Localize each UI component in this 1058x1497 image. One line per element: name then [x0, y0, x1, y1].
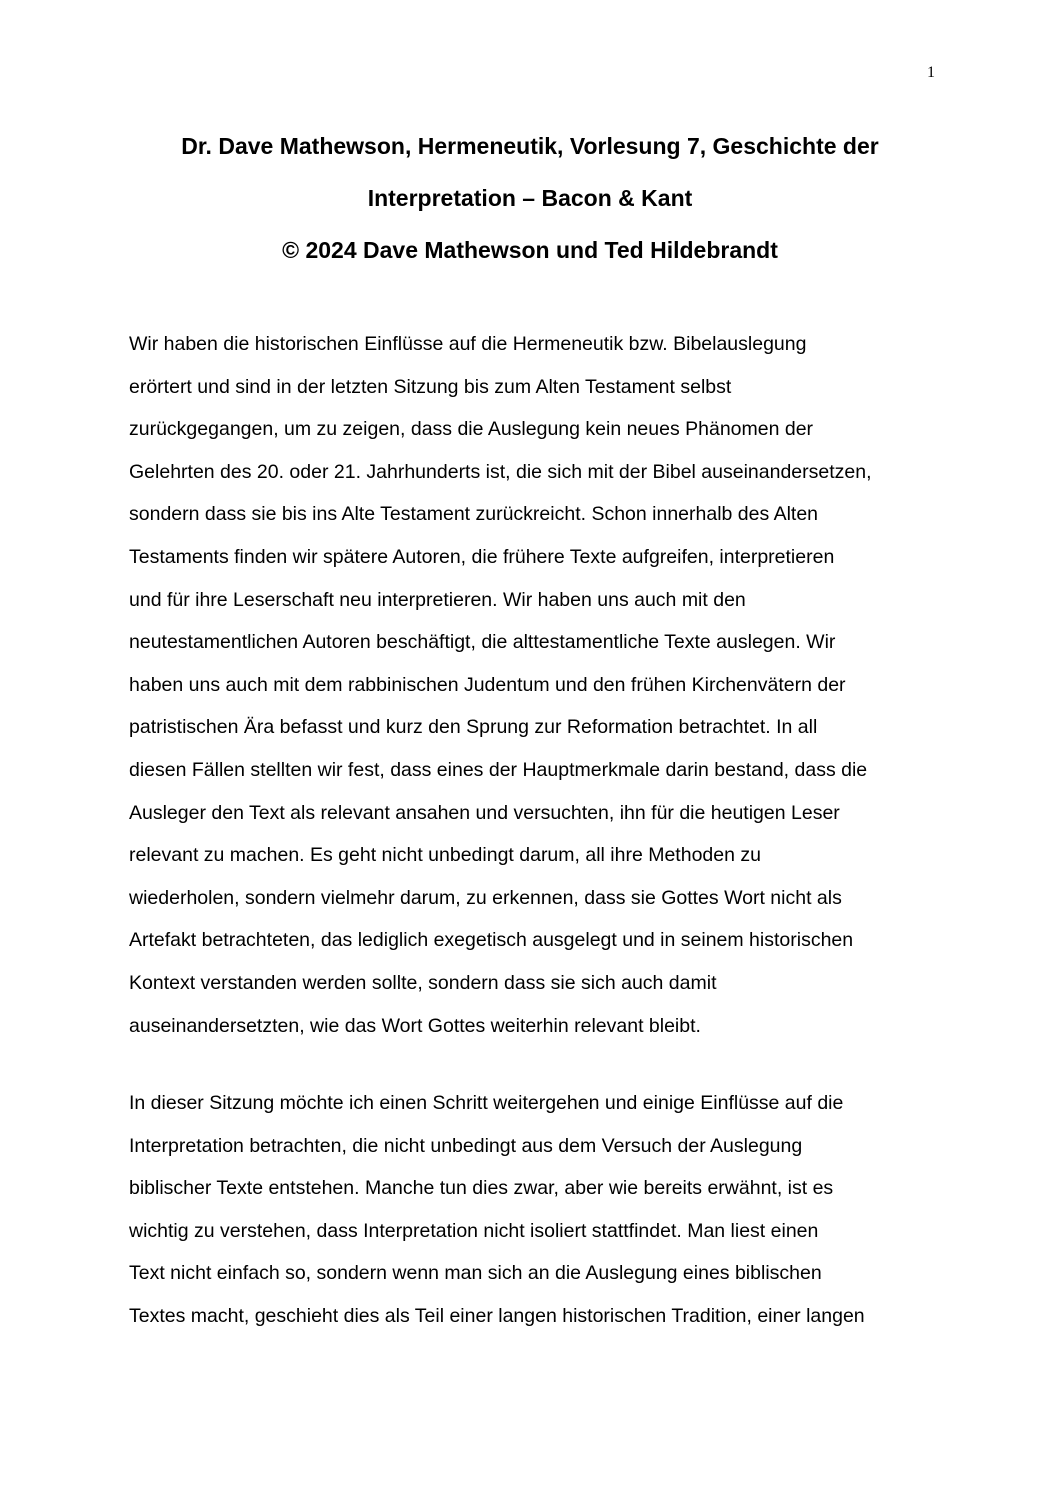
paragraph-line: patristischen Ära befasst und kurz den Sprung zur Reformation betrachtet. In all [129, 716, 818, 739]
paragraph-line: zurückgegangen, um zu zeigen, dass die Auslegung kein neues Phänomen der [129, 418, 814, 441]
paragraph-line: diesen Fällen stellten wir fest, dass eines der Hauptmerkmale darin bestand, dass die [129, 758, 868, 781]
paragraph-1 [129, 323, 949, 1047]
title-block [120, 120, 940, 276]
paragraph-line: Ausleger den Text als relevant ansahen und versuchten, ihn für die heutigen Leser [129, 801, 840, 824]
paragraph-line: wiederholen, sondern vielmehr darum, zu erkennen, dass sie Gottes Wort nicht als [129, 886, 842, 909]
paragraph-2 [129, 1082, 949, 1338]
paragraph-line: In dieser Sitzung möchte ich einen Schritt weitergehen und einige Einflüsse auf die [129, 1092, 844, 1114]
paragraph-line: Text nicht einfach so, sondern wenn man sich an die Auslegung eines biblischen [129, 1262, 822, 1285]
paragraph-line: wichtig zu verstehen, dass Interpretation nicht isoliert stattfindet. Man liest einen [129, 1219, 819, 1242]
title-line-2: Interpretation – Bacon & Kant [367, 185, 693, 211]
paragraph-line: neutestamentlichen Autoren beschäftigt, die alttestamentliche Texte auslegen. Wir [129, 631, 836, 654]
paragraph-line: biblischer Texte entstehen. Manche tun dies zwar, aber wie bereits erwähnt, ist es [129, 1177, 834, 1200]
paragraph-line: Testaments finden wir spätere Autoren, die frühere Texte aufgreifen, interpretieren [129, 545, 835, 568]
paragraph-line: sondern dass sie bis ins Alte Testament zurückreicht. Schon innerhalb des Alten [129, 503, 819, 526]
paragraph-line: haben uns auch mit dem rabbinischen Judentum und den frühen Kirchenvätern der [129, 673, 846, 696]
paragraph-line: Artefakt betrachteten, das lediglich exegetisch ausgelegt und in seinem historischen [129, 929, 854, 952]
paragraph-line: Gelehrten des 20. oder 21. Jahrhunderts ist, die sich mit der Bibel auseinandersetzen, [129, 460, 872, 483]
copyright-line: © 2024 Dave Mathewson und Ted Hildebrandt [282, 237, 778, 263]
paragraph-line: und für ihre Leserschaft neu interpretieren. Wir haben uns auch mit den [129, 588, 746, 611]
title-line-1: Dr. Dave Mathewson, Hermeneutik, Vorlesung 7, Geschichte der [181, 133, 879, 159]
paragraph-line: Interpretation betrachten, die nicht unbedingt aus dem Versuch der Auslegung [129, 1134, 803, 1157]
paragraph-line: Kontext verstanden werden sollte, sondern dass sie sich auch damit [129, 971, 717, 994]
paragraph-line: erörtert und sind in der letzten Sitzung bis zum Alten Testament selbst [129, 375, 732, 398]
paragraph-line: auseinandersetzten, wie das Wort Gottes weiterhin relevant bleibt. [129, 1014, 701, 1037]
paragraph-line: Textes macht, geschieht dies als Teil einer langen historischen Tradition, einer langen [129, 1304, 865, 1327]
paragraph-line: relevant zu machen. Es geht nicht unbedingt darum, all ihre Methoden zu [129, 844, 761, 867]
page-number: 1 [927, 64, 935, 81]
paragraph-line: Wir haben die historischen Einflüsse auf die Hermeneutik bzw. Bibelauslegung [129, 333, 807, 355]
